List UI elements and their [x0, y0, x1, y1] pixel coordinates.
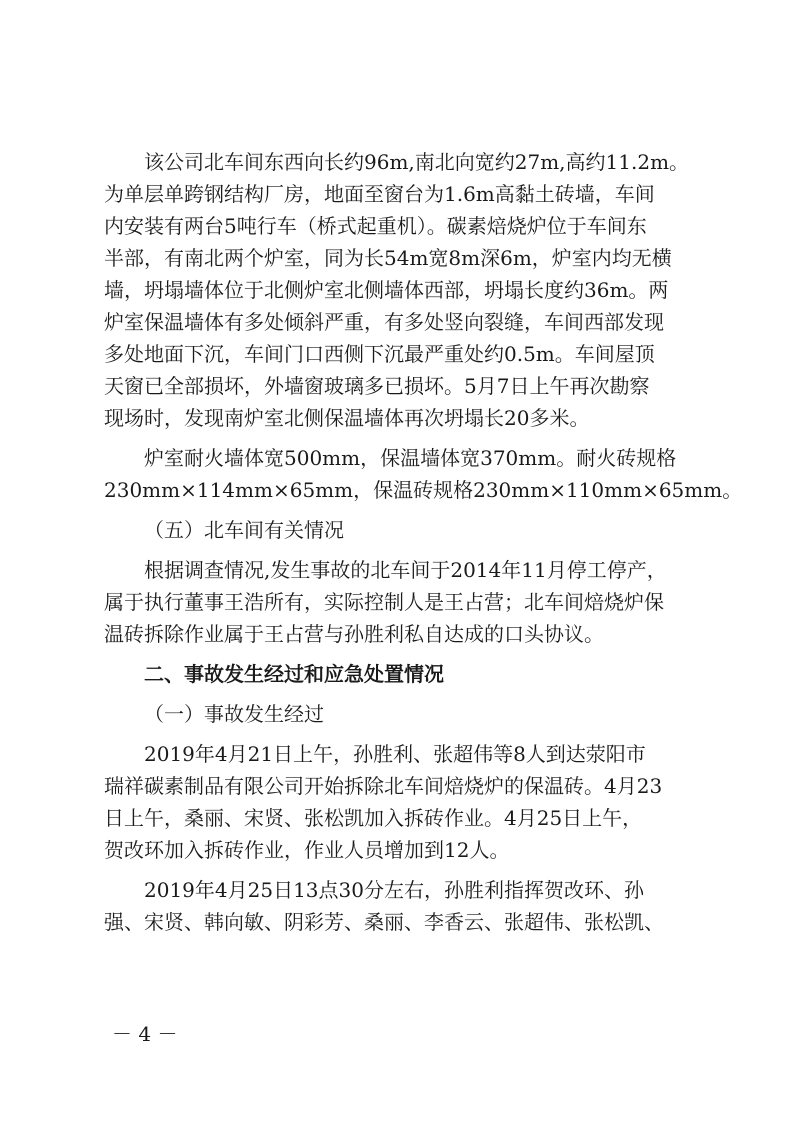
page-number: － 4 －	[112, 1022, 178, 1046]
paragraph	[104, 554, 697, 650]
text-line: 强、宋贤、韩向敏、阴彩芳、桑丽、李香云、张超伟、张松凯、	[104, 910, 664, 934]
text-line: （一）事故发生经过	[144, 702, 324, 726]
text-line: 天窗已全部损坏，外墙窗玻璃多已损坏。5月7日上午再次勘察	[104, 374, 650, 398]
text-line: 230mm×114mm×65mm，保温砖规格230mm×110mm×65mm。	[104, 478, 743, 502]
text-line: 根据调查情况,发生事故的北车间于2014年11月停工停产，	[144, 558, 667, 582]
text-line: 瑞祥碳素制品有限公司开始拆除北车间焙烧炉的保温砖。4月23	[104, 774, 663, 798]
text-line: 2019年4月25日13点30分左右，孙胜利指挥贺改环、孙	[144, 878, 644, 902]
section-heading	[104, 698, 697, 730]
text-line: 为单层单跨钢结构厂房，地面至窗台为1.6m高黏土砖墙，车间	[104, 182, 655, 206]
text-line: 二、事故发生经过和应急处置情况	[144, 662, 444, 686]
paragraph	[104, 738, 697, 866]
section-heading	[104, 514, 697, 546]
text-line: 温砖拆除作业属于王占营与孙胜利私自达成的口头协议。	[104, 622, 604, 646]
text-line: 贺改环加入拆砖作业，作业人员增加到12人。	[104, 838, 510, 862]
section-heading	[104, 658, 697, 690]
text-line: 2019年4月21日上午，孙胜利、张超伟等8人到达荥阳市	[144, 742, 646, 766]
paragraph	[104, 874, 697, 938]
text-line: 半部，有南北两个炉室，同为长54m宽8m深6m，炉室内均无横	[104, 246, 672, 270]
body-text	[104, 146, 743, 946]
text-line: （五）北车间有关情况	[144, 518, 344, 542]
text-line: 多处地面下沉，车间门口西侧下沉最严重处约0.5m。车间屋顶	[104, 342, 655, 366]
paragraph	[104, 146, 697, 434]
text-line: 墙，坍塌墙体位于北侧炉室北侧墙体西部，坍塌长度约36m。两	[104, 278, 669, 302]
text-line: 内安装有两台5吨行车（桥式起重机）。碳素焙烧炉位于车间东	[104, 214, 647, 238]
text-line: 日上午，桑丽、宋贤、张松凯加入拆砖作业。4月25日上午，	[104, 806, 643, 830]
paragraph	[104, 442, 743, 506]
text-line: 炉室保温墙体有多处倾斜严重，有多处竖向裂缝，车间西部发现	[104, 310, 664, 334]
text-line: 炉室耐火墙体宽500mm，保温墙体宽370mm。耐火砖规格	[144, 446, 677, 470]
text-line: 该公司北车间东西向长约96m,南北向宽约27m,高约11.2m。	[144, 150, 690, 174]
text-line: 属于执行董事王浩所有，实际控制人是王占营；北车间焙烧炉保	[104, 590, 664, 614]
text-line: 现场时，发现南炉室北侧保温墙体再次坍塌长20多米。	[104, 406, 590, 430]
